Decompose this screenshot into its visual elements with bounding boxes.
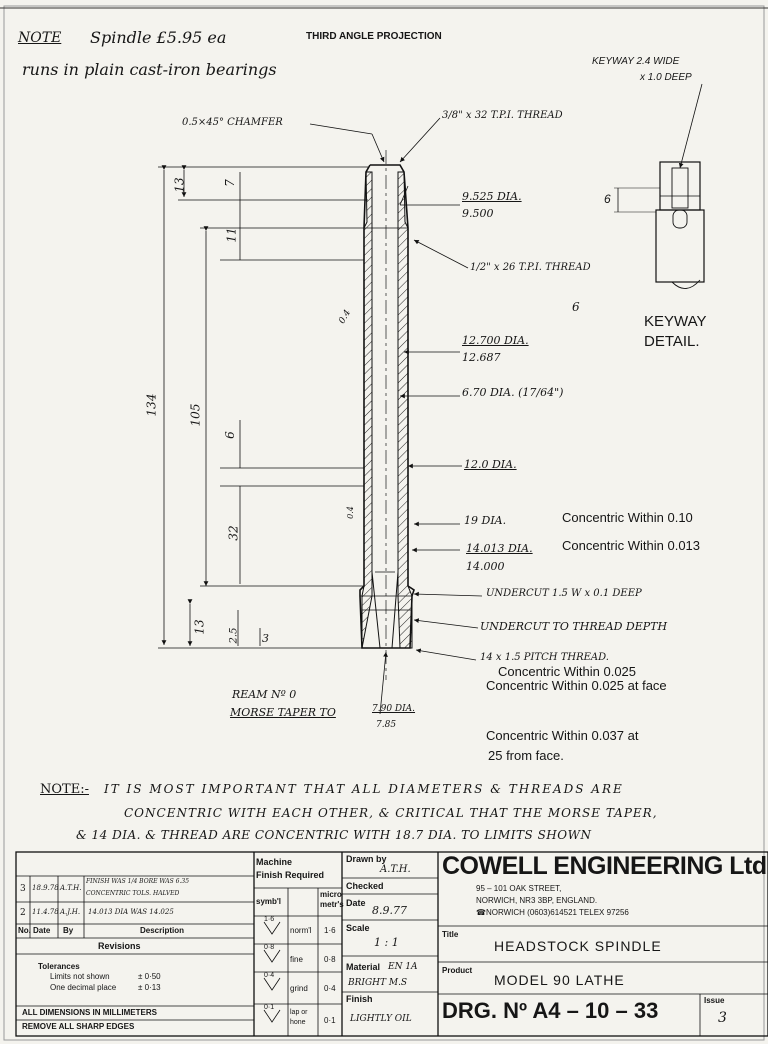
finish-1-val: 1·6 (324, 926, 336, 935)
dia-19-label: 19 DIA. (464, 514, 507, 527)
dim-105: 105 (188, 403, 203, 427)
width-04: 0.4 (337, 308, 354, 326)
rev-3-no: 3 (20, 884, 26, 894)
keyway-title-2: DETAIL. (644, 333, 700, 350)
rev-2-by: A.J.H. (60, 908, 81, 916)
dim-134: 134 (144, 393, 159, 417)
finish-4-val: 0·1 (324, 1016, 336, 1025)
main-note-label: NOTE:- (40, 782, 89, 797)
conc-face-label: Concentric Within 0.025 at face (486, 678, 667, 693)
rev-2-no: 2 (20, 908, 26, 918)
dia-12700-label: 12.700 DIA. (462, 334, 529, 347)
main-note-line-1: IT IS MOST IMPORTANT THAT ALL DIAMETERS & THREADS ARE (104, 782, 624, 796)
drawing-number: DRG. Nº A4 – 10 – 33 (442, 998, 659, 1023)
symbol-header: symb'l (256, 897, 282, 906)
rev-3-date: 18.9.78 (32, 884, 59, 892)
product-label: Product (442, 966, 473, 975)
col-desc: Description (140, 926, 185, 935)
dia-12687-label: 12.687 (462, 351, 501, 364)
ream-1-label: REAM Nº 0 (232, 688, 297, 701)
rev-2-desc-1: 14.013 DIA WAS 14.025 (88, 908, 174, 916)
col-by: By (63, 926, 74, 935)
address-line-1: 95 – 101 OAK STREET, (476, 884, 562, 893)
dia-9525-label: 9.525 DIA. (462, 190, 522, 203)
address-line-3: ☎NORWICH (0603)614521 TELEX 97256 (476, 908, 629, 917)
micro-header-2: metr's (320, 900, 344, 909)
company-name: COWELL ENGINEERING Ltd (442, 852, 767, 880)
handwritten-note-1: Spindle £5.95 ea (90, 28, 227, 47)
conc-thread-label: Concentric Within 0.025 (498, 664, 637, 679)
finish-label: Finish (346, 994, 373, 1004)
dim-11: 11 (224, 227, 239, 243)
dim-32: 32 (226, 525, 241, 541)
dia-785-label: 7.85 (376, 720, 397, 730)
dim-6: 6 (222, 431, 237, 439)
dim-25: 2.5 (228, 627, 240, 644)
conc-19-label: Concentric Within 0.10 (562, 510, 693, 525)
dia-790-label: 7.90 DIA. (372, 704, 416, 714)
scale-label: Scale (346, 923, 370, 933)
rev-2-date: 11.4.78 (32, 908, 59, 916)
all-dims-label: ALL DIMENSIONS IN MILLIMETERS (22, 1008, 157, 1017)
finish-value: LIGHTLY OIL (350, 1014, 412, 1024)
drawn-label: Drawn by (346, 854, 387, 864)
title-value: HEADSTOCK SPINDLE (494, 938, 662, 954)
date-value: 8.9.77 (372, 904, 407, 917)
scale-value: 1 : 1 (374, 936, 399, 949)
dim-3: 3 (262, 632, 269, 645)
material-value-2: BRIGHT M.S (348, 978, 408, 988)
date-label: Date (346, 898, 366, 908)
handwritten-note-2: runs in plain cast-iron bearings (22, 60, 277, 79)
rev-3-desc-1: FINISH WAS 1/4 BORE WAS 6.35 (86, 878, 190, 885)
dia-120-label: 12.0 DIA. (464, 458, 517, 471)
dia-9500-label: 9.500 (462, 207, 494, 220)
ream-2-label: MORSE TAPER TO (230, 706, 336, 719)
finish-2-name: fine (290, 955, 303, 964)
undercut-2-label: UNDERCUT TO THREAD DEPTH (480, 620, 668, 633)
dia-14000-label: 14.000 (466, 560, 505, 573)
note-label: NOTE (18, 30, 62, 46)
rev-3-by: A.T.H. (60, 884, 82, 892)
keyway-size-2: x 1.0 DEEP (640, 72, 692, 83)
undercut-1-label: UNDERCUT 1.5 W x 0.1 DEEP (486, 588, 642, 599)
col-date: Date (33, 926, 51, 935)
tol-2-label: One decimal place (50, 983, 117, 992)
conc-14-label: Concentric Within 0.013 (562, 538, 701, 553)
finish-4-name: lap or hone (290, 1009, 308, 1026)
issue-value: 3 (718, 1010, 727, 1026)
material-label: Material (346, 962, 381, 972)
finish-3-name: grind (290, 984, 308, 993)
thread-half-label: 1/2" x 26 T.P.I. THREAD (470, 262, 591, 273)
main-note-line-3: & 14 DIA. & THREAD ARE CONCENTRIC WITH 18.7 DIA. TO LIMITS SHOWN (76, 828, 592, 842)
dim-13b: 13 (192, 619, 207, 635)
keyway-detail (614, 84, 704, 289)
finish-3-sym: 0·4 (264, 972, 275, 979)
thread-top-label: 3/8" x 32 T.P.I. THREAD (442, 110, 563, 121)
finish-1-name: norm'l (290, 926, 312, 935)
dim-7: 7 (222, 179, 237, 187)
tol-2-val: ± 0·13 (138, 983, 161, 992)
thread-14-label: 14 x 1.5 PITCH THREAD. (480, 652, 609, 663)
conc-037-label-2: 25 from face. (488, 748, 564, 763)
checked-label: Checked (346, 881, 384, 891)
finish-4-sym: 0·1 (264, 1004, 275, 1011)
conc-037-label-1: Concentric Within 0.037 at (486, 728, 639, 743)
main-note-line-2: CONCENTRIC WITH EACH OTHER, & CRITICAL THAT THE MORSE TAPER, (124, 806, 658, 820)
drawn-value: A.T.H. (380, 864, 411, 875)
finish-3-val: 0·4 (324, 984, 336, 993)
spindle-section (360, 150, 414, 680)
rev-3-desc-2: CONCENTRIC TOLS. HALVED (86, 890, 180, 897)
product-value: MODEL 90 LATHE (494, 972, 625, 988)
machine-finish-2: Finish Required (256, 870, 325, 880)
dim-04: 0.4 (345, 506, 355, 519)
keyway-title-1: KEYWAY (644, 313, 707, 330)
finish-2-sym: 0·8 (264, 944, 275, 951)
title-label: Title (442, 930, 459, 939)
issue-label: Issue (704, 996, 725, 1005)
tol-1-val: ± 0·50 (138, 972, 161, 981)
tol-title: Tolerances (38, 962, 80, 971)
dia-14013-label: 14.013 DIA. (466, 542, 533, 555)
finish-2-val: 0·8 (324, 955, 336, 964)
keyway-dim: 6 (604, 192, 611, 206)
col-no: No. (18, 926, 31, 935)
finish-1-sym: 1·6 (264, 916, 275, 923)
address-line-2: NORWICH, NR3 3BP, ENGLAND. (476, 896, 598, 905)
material-value-1: EN 1A (388, 962, 418, 972)
keyway-size-1: KEYWAY 2.4 WIDE (592, 56, 680, 67)
micro-header-1: micro (320, 890, 342, 899)
chamfer-label: 0.5×45° CHAMFER (182, 117, 283, 128)
machine-finish-1: Machine (256, 857, 293, 867)
stray-number: 6 (572, 300, 580, 314)
dia-670-label: 6.70 DIA. (17/64") (462, 386, 564, 399)
remove-edges-label: REMOVE ALL SHARP EDGES (22, 1022, 135, 1031)
projection-label: THIRD ANGLE PROJECTION (306, 31, 442, 42)
revisions-label: Revisions (98, 941, 141, 951)
dim-13a: 13 (172, 177, 187, 193)
tol-1-label: Limits not shown (50, 972, 110, 981)
